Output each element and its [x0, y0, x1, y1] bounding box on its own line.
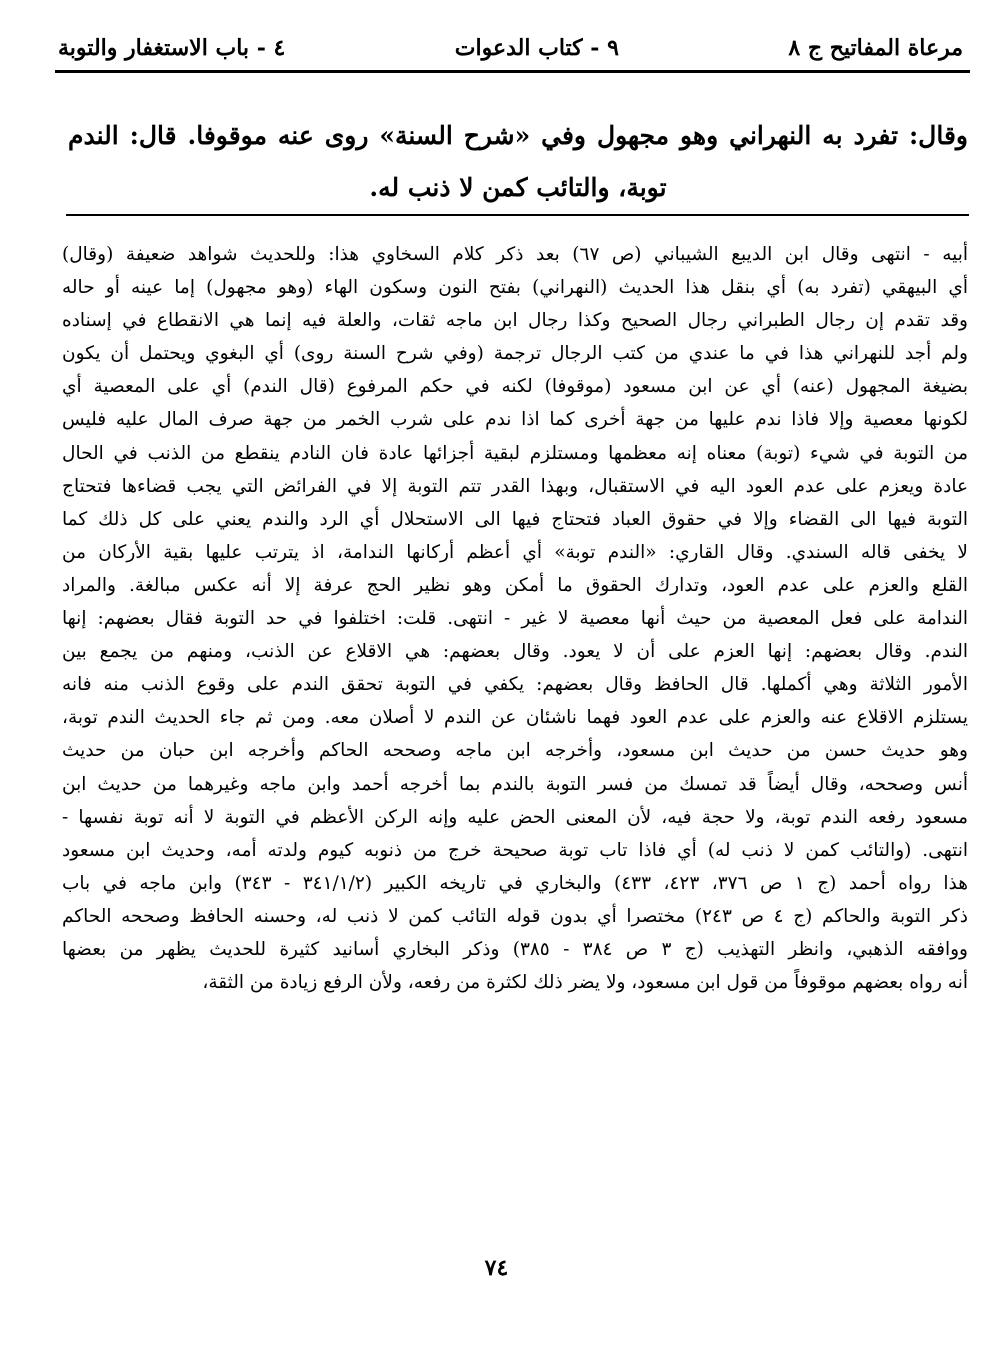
- commentary-line: بضيغة المجهول (عنه) أي عن ابن مسعود (موقوفا) لكنه في حكم المرفوع (قال الندم) أي على المعصية أي: [62, 376, 968, 398]
- commentary-line: القلع والعزم على عدم العود، وتدارك الحقوق ما أمكن وهو نظير الحج عرفة إلا أنه عكس مبالغة. والمراد: [62, 574, 968, 596]
- commentary-line: ووافقه الذهبي، وانظر التهذيب (ج ٣ ص ٣٨٤ - ٣٨٥) وذكر البخاري أسانيد كثيرة للحديث يظهر من بعضها: [62, 938, 968, 960]
- commentary-line: انتهى. (والتائب كمن لا ذنب له) أي فاذا تاب توبة صحيحة خرج من ذنوبه كيوم ولدته أمه، وحديث ابن مسعود: [62, 839, 968, 861]
- header-book-title: مرعاة المفاتيح ج ٨: [788, 35, 963, 61]
- running-header: [58, 30, 963, 66]
- commentary-line: أنس وصححه، وقال أيضاً قد تمسك من فسر التوبة بالندم بما أخرجه أحمد وابن ماجه وغيرهما من حديث ابن: [62, 773, 968, 795]
- header-section: ٤ - باب الاستغفار والتوبة: [58, 35, 286, 61]
- header-divider: [55, 70, 970, 73]
- text-divider: [66, 214, 969, 216]
- commentary-line: لا يخفى قاله السندي. وقال القاري: «الندم توبة» أي أعظم أركانها الندامة، اذ يترتب عليها بقية الأركان من: [62, 541, 968, 563]
- commentary-line: أبيه - انتهى وقال ابن الديبع الشيباني (ص ٦٧) بعد ذكر كلام السخاوي هذا: وللحديث شواهد ضعيفة (وقال): [62, 244, 968, 265]
- commentary-line: الأمور الثلاثة وهي أكملها. قال الحافظ وقال بعضهم: يكفي في التوبة تحقق الندم على وقوع الذنب منه فانه: [62, 674, 968, 696]
- commentary: [62, 238, 968, 999]
- commentary-line: يستلزم الاقلاع عنه والعزم على عدم العود فهما ناشئان عن الندم لا أصلان معه. ومن ثم جاء الحديث الندم توبة،: [62, 707, 968, 729]
- commentary-line: وهو حديث حسن من حديث ابن مسعود، وأخرجه ابن ماجه وصححه الحاكم وأخرجه ابن حبان من حديث: [62, 740, 968, 762]
- commentary-line: أنه رواه بعضهم موقوفاً من قول ابن مسعود، ولا يضر ذلك لكثرة من رفعه، ولأن الرفع زيادة من الثقة،: [202, 972, 968, 994]
- commentary-line: أي البيهقي (تفرد به) أي بنقل هذا الحديث (النهراني) بفتح النون وسكون الهاء (وهو مجهول) إما عينه أو حاله: [62, 277, 968, 299]
- commentary-line: ذكر التوبة والحاكم (ج ٤ ص ٢٤٣) مختصرا أي بدون قوله التائب كمن لا ذنب له، وحسنه الحافظ وصححه الحاكم: [62, 905, 968, 927]
- commentary-line: من التوبة في شيء (توبة) معناه إنه معظمها ومستلزم لبقية أجزائها عادة فان النادم ينقطع من الذنب في الحال: [62, 442, 968, 464]
- commentary-line: التوبة فيها الى القضاء وإلا في حقوق العباد فتحتاج فيها الى الاستحلال أي الرد والندم يعني على كل ذلك كما: [62, 508, 968, 530]
- commentary-line: وقد تقدم إن رجال الطبراني رجال الصحيح وكذا رجال ابن ماجه ثقات، والعلة فيه إنما هي الانقطاع في إسناده: [62, 310, 968, 332]
- commentary-line: ولم أجد للنهراني هذا في ما عندي من كتب الرجال ترجمة (وفي شرح السنة روى) أي البغوي ويحتمل أن يكون: [62, 343, 968, 365]
- commentary-line: لكونها معصية وإلا فاذا ندم عليها من جهة أخرى كما اذا ندم على شرب الخمر من جهة صرف المال عليه فليس: [62, 409, 968, 431]
- hadith-text: وقال: تفرد به النهراني وهو مجهول وفي «شرح السنة» روى عنه موقوفا. قال: الندم توبة، والتائب كمن لا ذنب له.: [68, 121, 968, 202]
- commentary-line: هذا رواه أحمد (ج ١ ص ٣٧٦، ٤٢٣، ٤٣٣) والبخاري في تاريخه الكبير (٣٤١/١/٢ - ٣٤٣) وابن ماجه في باب: [62, 872, 968, 894]
- commentary-line: الندم. وقال بعضهم: إنها العزم على أن لا يعود. وقال بعضهم: هي الاقلاع عن الذنب، ومنهم من يجمع بين: [62, 641, 968, 663]
- commentary-line: مسعود رفعه الندم توبة، ولا حجة فيه، لأن المعنى الحض عليه وإنه الركن الأعظم في التوبة لا أنه توبة نفسها -: [62, 806, 968, 828]
- header-chapter: ٩ - كتاب الدعوات: [454, 35, 619, 61]
- commentary-line: عادة ويعزم على عدم العود اليه في الاستقبال، وبهذا القدر تتم التوبة إلا في الفرائض التي يجب قضاءها فتحتاج: [62, 475, 968, 497]
- page-number: ٧٤: [484, 1255, 509, 1281]
- commentary-line: الندامة على فعل المعصية من حيث أنها معصية لا غير - انتهى. قلت: اختلفوا في حد التوبة فقال بعضهم: إنها: [62, 608, 968, 630]
